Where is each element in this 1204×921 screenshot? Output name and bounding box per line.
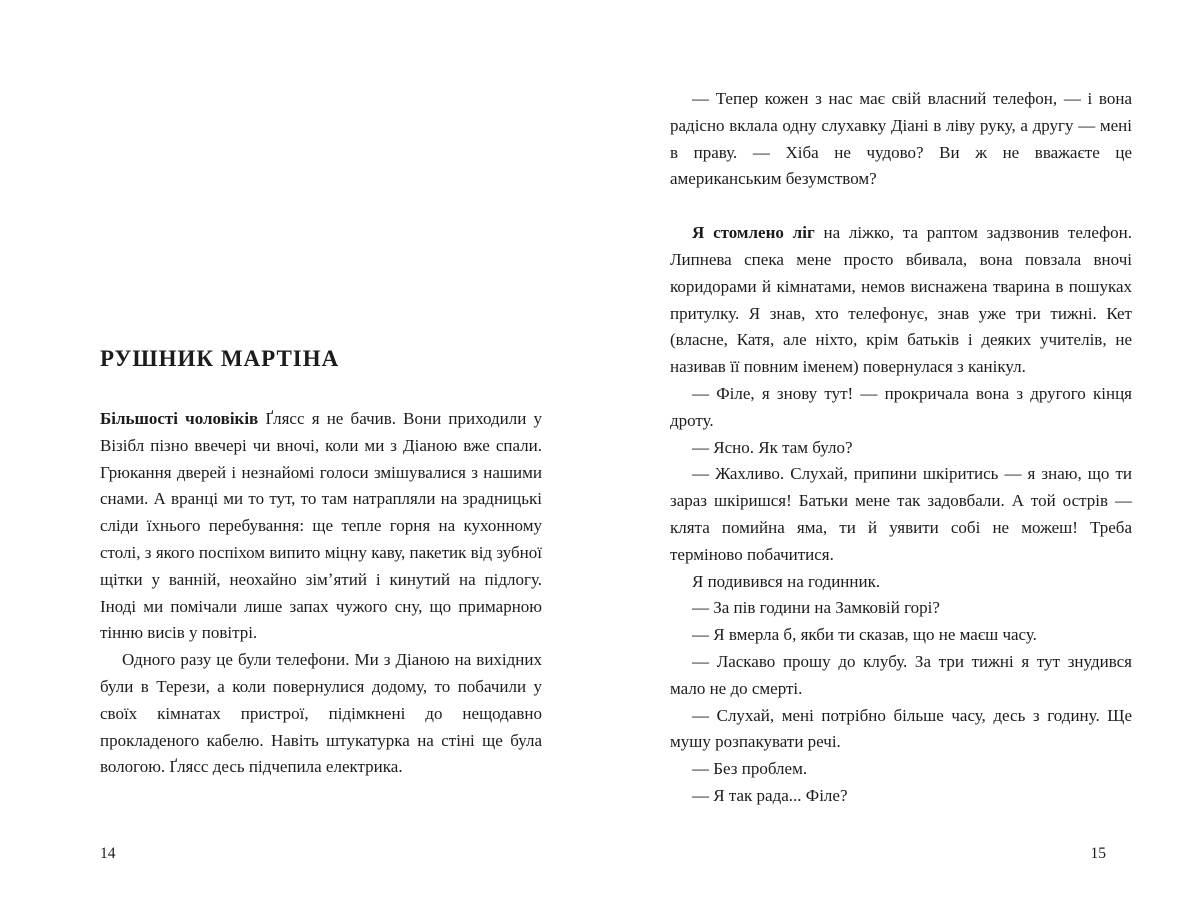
paragraph: — Ясно. Як там було? (692, 437, 853, 457)
right-text-block (670, 86, 1132, 810)
paragraph: — Ласкаво прошу до клубу. За три тижні я тут знудився мало не до смерті. (670, 651, 1132, 698)
paragraph-bold-lead: Більшості чоловіків (100, 409, 259, 428)
paragraph-bold-lead: Я стомлено ліг (692, 223, 815, 243)
paragraph: — Без проблем. (692, 759, 808, 779)
page-right (670, 0, 1132, 921)
paragraph: Я подивився на годинник. (692, 571, 881, 591)
page-number-right: 15 (1090, 845, 1106, 862)
left-text-block (100, 406, 542, 781)
paragraph: Одного разу це були телефони. Ми з Діаною на вихідних були в Терези, а коли повернулися додому, то побачили у своїх кімнатах пристрої, підімкнені до нещодавно прокладеного кабелю. Навіть штукатурка на стіні ще була вологою. Ґлясс десь підчепила електрика. (100, 650, 542, 777)
paragraph: — Тепер кожен з нас має свій власний телефон, — і вона радісно вклала одну слухавку Діані в ліву руку, а другу — мені в праву. — Хіба не чудово? Ви ж не вважаєте це американським безумством? (670, 89, 1132, 189)
paragraph: — Слухай, мені потрібно більше часу, десь з годину. Ще мушу розпакувати речі. (670, 705, 1132, 752)
page-left (100, 0, 542, 921)
paragraph: Я стомлено ліг на ліжко, та раптом задзвонив телефон. Липнева спека мене просто вбивала, вона повзала вночі коридорами й кімнатами, немов виснажена тварина в пошуках притулку. Я знав, хто телефонує, знав уже три тижні. Кет (власне, Катя, але ніхто, крім батьків і деяких учителів, не називав її повним іменем) повернулася з канікул. (670, 223, 1132, 377)
paragraph: — Жахливо. Слухай, припини шкіритись — я знаю, що ти зараз шкіришся! Батьки мене так задовбали. А той острів — клята помийна яма, ти й уявити собі не можеш! Треба терміново побачитися. (670, 464, 1132, 564)
paragraph: — Філе, я знову тут! — прокричала вона з другого кінця дроту. (670, 383, 1132, 430)
paragraph: — Я вмерла б, якби ти сказав, що не маєш часу. (692, 625, 1037, 645)
page-number-left: 14 (100, 845, 116, 862)
paragraph: Більшості чоловіків Ґлясс я не бачив. Вони приходили у Візібл пізно ввечері чи вночі, коли ми з Діаною вже спали. Грюкання дверей і незнайомі голоси змішувалися з нашими снами. А вранці ми то тут, то там натрапляли на зрадницькі сліди їхнього перебування: ще тепле горня на кухонному столі, з якого поспіхом випито міцну каву, пакетик від зубної щітки у ванній, неохайно зімʼятий і кинутий на підлогу. Іноді ми помічали лише запах чужого сну, що примарною тінню висів у повітрі. (100, 409, 542, 643)
chapter-title: РУШНИК МАРТІНА (100, 346, 340, 371)
paragraph: — За пів години на Замковій горі? (692, 598, 940, 618)
paragraph: — Я так рада... Філе? (692, 785, 848, 805)
